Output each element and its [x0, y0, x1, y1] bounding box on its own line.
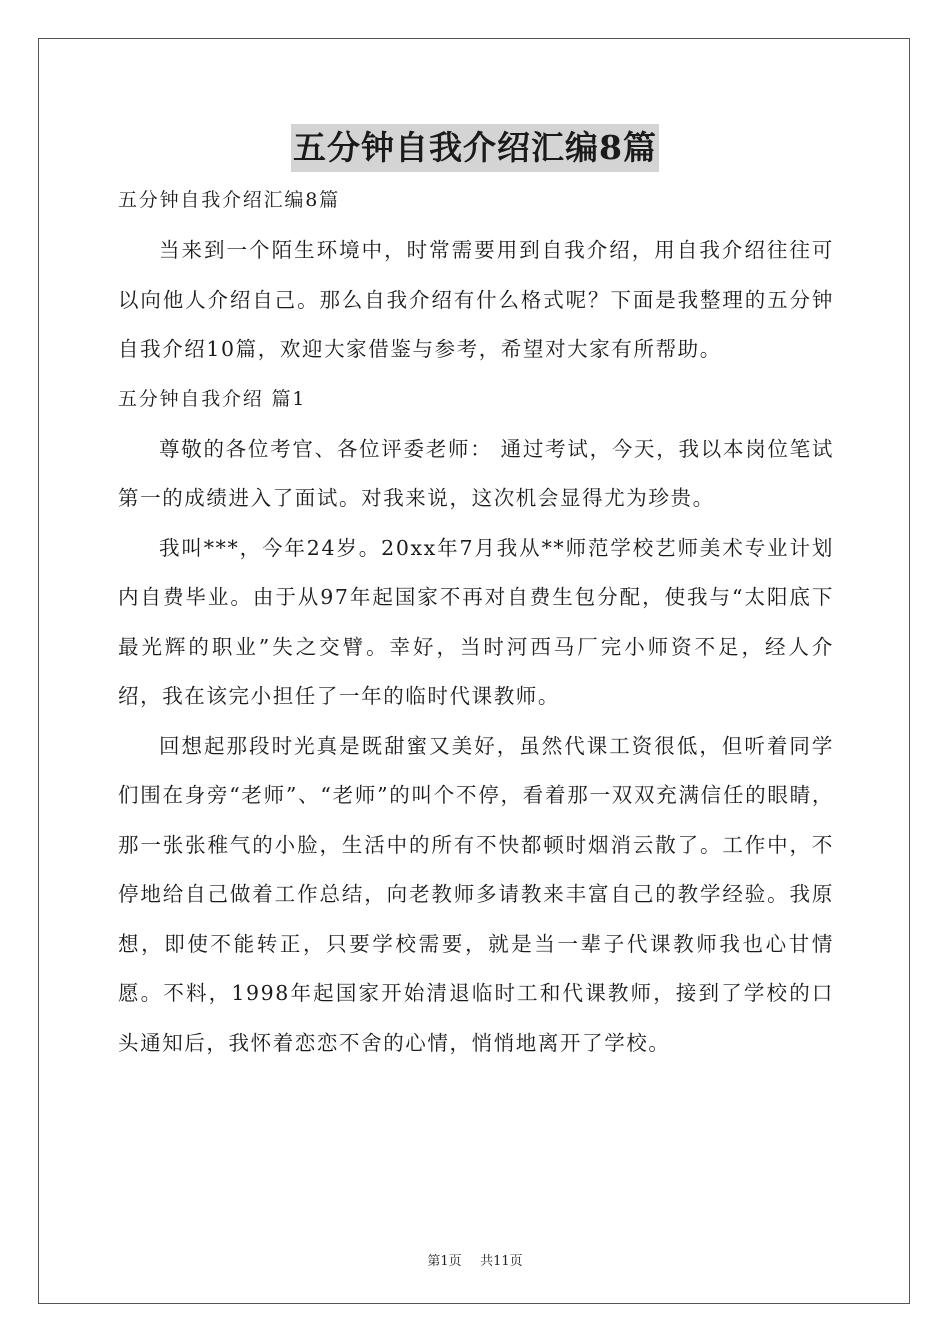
body-paragraph: 回想起那段时光真是既甜蜜又美好，虽然代课工资很低，但听着同学们围在身旁“老师”、“老师”的叫个不停，看着那一双双充满信任的眼睛，那一张张稚气的小脸，生活中的所有不快都顿时烟消云散了。工作中，不停地给自己做着工作总结，向老教师多请教来丰富自己的教学经验。我原想，即使不能转正，只要学校需要，就是当一辈子代课教师我也心甘情愿。不料，1998年起国家开始清退临时工和代课教师，接到了学校的口头通知后，我怀着恋恋不舍的心情，悄悄地离开了学校。 — [118, 733, 834, 1055]
page-number: 第1页 — [427, 1254, 462, 1269]
section-heading: 五分钟自我介绍 篇1 — [118, 387, 307, 410]
title-wrap — [0, 124, 950, 172]
page-footer — [0, 1250, 950, 1269]
body-paragraph: 我叫***，今年24岁。20xx年7月我从**师范学校艺师美术专业计划内自费毕业。由于从97年起国家不再对自费生包分配，使我与“太阳底下最光辉的职业”失之交臂。幸好，当时河西马厂完小师资不足，经人介绍，我在该完小担任了一年的临时代课教师。 — [118, 535, 834, 708]
page-total: 共11页 — [480, 1254, 523, 1269]
intro-paragraph: 当来到一个陌生环境中，时常需要用到自我介绍，用自我介绍往往可以向他人介绍自己。那么自我介绍有什么格式呢？下面是我整理的五分钟自我介绍10篇，欢迎大家借鉴与参考，希望对大家有所帮助。 — [118, 238, 834, 361]
body-paragraph: 尊敬的各位考官、各位评委老师： 通过考试，今天，我以本岗位笔试第一的成绩进入了面试。对我来说，这次机会显得尤为珍贵。 — [118, 436, 834, 510]
document-body — [118, 180, 834, 1068]
document-title: 五分钟自我介绍汇编8篇 — [291, 124, 659, 172]
document-subtitle: 五分钟自我介绍汇编8篇 — [118, 189, 340, 211]
